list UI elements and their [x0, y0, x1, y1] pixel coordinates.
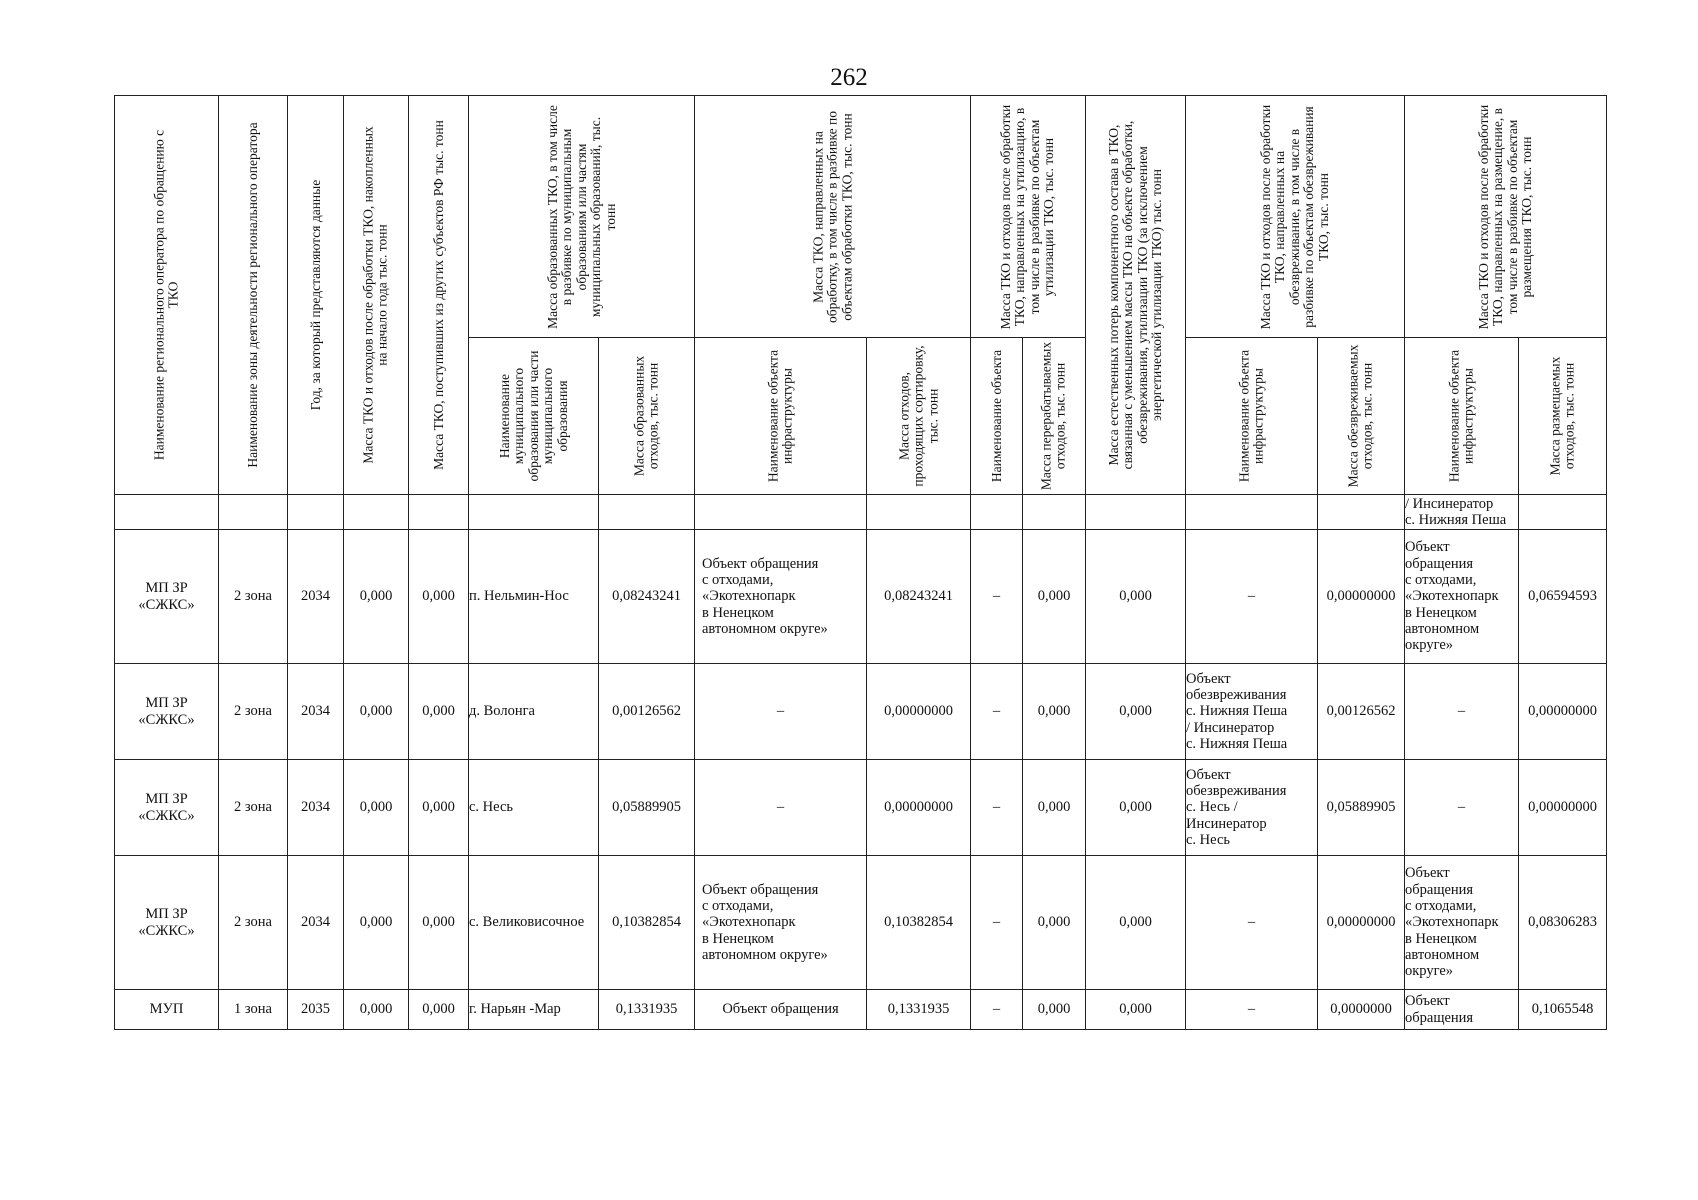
neutralization-object-line: обезвреживания: [1186, 686, 1287, 703]
neutralization-object-line: с. Нижняя Пеша: [1186, 736, 1288, 753]
neutralization-object-line: / Инсинератор: [1186, 719, 1275, 736]
placement-object-line: в Ненецком: [1405, 604, 1477, 621]
header-processing-name: Наименование объекта инфраструктуры: [695, 338, 867, 495]
processing-mass-cell: 0,1331935: [867, 990, 971, 1030]
operator-cell: [115, 990, 219, 1030]
table-row: [115, 760, 1607, 856]
empty-cell: [867, 495, 971, 530]
header-utilization-name: Наименование объекта: [971, 338, 1023, 495]
losses-cell: 0,000: [1086, 664, 1186, 760]
empty-cell: [971, 495, 1023, 530]
placement-object-line: Объект: [1405, 865, 1450, 882]
placement-object-line: округе»: [1405, 963, 1454, 980]
processing-mass-cell: 0,00000000: [867, 760, 971, 856]
table-row: [115, 856, 1607, 990]
header-received: Масса ТКО, поступивших из других субъектов РФ тыс. тонн: [409, 96, 469, 495]
placement-object-line: обращения: [1405, 881, 1474, 898]
empty-cell: [695, 495, 867, 530]
processing-mass-cell: 0,00000000: [867, 664, 971, 760]
placement-object-cell: [1405, 530, 1519, 664]
processing-object-line: в Ненецком: [702, 930, 774, 947]
header-neutralization-group: Масса ТКО и отходов после обработки ТКО, направленных на обезвреживание, в том числе в разбивке по объектам обезвреживания ТКО, тыс. тонн: [1186, 96, 1405, 338]
placement-mass-cell: 0,08306283: [1519, 856, 1607, 990]
neutralization-object-line: обезвреживания: [1186, 782, 1287, 799]
empty-cell: [1023, 495, 1086, 530]
page-number: 262: [830, 64, 868, 91]
operator-cell: [115, 530, 219, 664]
municipality-cell: п. Нельмин-Нос: [469, 530, 599, 664]
processing-object-line: «Экотехнопарк: [702, 588, 796, 605]
operator-line: МУП: [149, 1001, 184, 1018]
placement-object-line: Объект: [1405, 993, 1450, 1010]
processing-object-line: автономном округе»: [702, 947, 828, 964]
operator-cell: [115, 664, 219, 760]
placement-object-line: обращения: [1405, 555, 1474, 572]
neutralization-object-cell: [1186, 856, 1318, 990]
processing-object-cell: [695, 990, 867, 1030]
header-formed-name: Наименование муниципального образования или части муниципального образования: [469, 338, 599, 495]
neutralization-object-cell: [1186, 664, 1318, 760]
empty-cell: [115, 495, 219, 530]
accumulated-cell: 0,000: [344, 664, 409, 760]
header-year: Год, за который представляются данные: [288, 96, 344, 495]
operator-line: «СЖКС»: [138, 922, 195, 939]
processing-object-cell: [695, 760, 867, 856]
placement-object-line: автономном: [1405, 947, 1480, 964]
processing-object-line: автономном округе»: [702, 621, 828, 638]
header-placement-mass: Масса размещаемых отходов, тыс. тонн: [1519, 338, 1607, 495]
processing-object-line: –: [776, 703, 785, 720]
header-processing-mass: Масса отходов, проходящих сортировку, тыс. тонн: [867, 338, 971, 495]
continuation-neutralization-cell: [1405, 495, 1519, 530]
empty-cell: [1318, 495, 1405, 530]
accumulated-cell: 0,000: [344, 990, 409, 1030]
header-neutralization-mass: Масса обезвреживаемых отходов, тыс. тонн: [1318, 338, 1405, 495]
placement-object-cell: [1405, 990, 1519, 1030]
zone-cell: 2 зона: [219, 856, 288, 990]
processing-object-cell: [695, 664, 867, 760]
table-header: [115, 96, 1607, 495]
placement-object-line: «Экотехнопарк: [1405, 588, 1499, 605]
neutralization-object-line: с. Несь /: [1186, 799, 1238, 816]
processing-object-line: –: [776, 799, 785, 816]
processing-mass-cell: 0,10382854: [867, 856, 971, 990]
neutralization-object-line: Объект: [1186, 670, 1231, 687]
placement-mass-cell: 0,1065548: [1519, 990, 1607, 1030]
header-neutralization-name: Наименование объекта инфраструктуры: [1186, 338, 1318, 495]
received-cell: 0,000: [409, 856, 469, 990]
neutralization-mass-cell: 0,00000000: [1318, 856, 1405, 990]
placement-object-line: –: [1457, 703, 1466, 720]
continuation-line: / Инсинератор: [1405, 495, 1494, 512]
placement-object-line: Объект: [1405, 539, 1450, 556]
header-processing-group: Масса ТКО, направленных на обработку, в том числе в разбивке по объектам обработки ТКО, тыс. тонн: [695, 96, 971, 338]
placement-object-line: «Экотехнопарк: [1405, 914, 1499, 931]
utilization-mass-cell: 0,000: [1023, 990, 1086, 1030]
waste-flow-table: [114, 95, 1607, 1030]
operator-line: «СЖКС»: [138, 596, 195, 613]
neutralization-object-cell: [1186, 990, 1318, 1030]
processing-object-cell: [695, 530, 867, 664]
neutralization-object-line: –: [1247, 1001, 1256, 1018]
table-body: [115, 495, 1607, 1030]
placement-object-line: с отходами,: [1405, 897, 1477, 914]
losses-cell: 0,000: [1086, 530, 1186, 664]
header-operator: Наименование регионального оператора по обращению с ТКО: [115, 96, 219, 495]
table-row: [115, 990, 1607, 1030]
processing-object-line: с отходами,: [702, 571, 774, 588]
formed-mass-cell: 0,08243241: [599, 530, 695, 664]
placement-mass-cell: 0,00000000: [1519, 760, 1607, 856]
neutralization-object-line: –: [1247, 914, 1256, 931]
neutralization-object-line: –: [1247, 588, 1256, 605]
operator-cell: [115, 760, 219, 856]
year-cell: 2034: [288, 760, 344, 856]
municipality-cell: г. Нарьян -Мар: [469, 990, 599, 1030]
utilization-object-cell: –: [971, 760, 1023, 856]
empty-cell: [288, 495, 344, 530]
placement-object-cell: [1405, 760, 1519, 856]
empty-cell: [1086, 495, 1186, 530]
operator-line: «СЖКС»: [138, 711, 195, 728]
processing-object-cell: [695, 856, 867, 990]
continuation-row: [115, 495, 1607, 530]
continuation-line: с. Нижняя Пеша: [1405, 512, 1507, 528]
municipality-cell: с. Великовисочное: [469, 856, 599, 990]
placement-object-line: –: [1457, 799, 1466, 816]
formed-mass-cell: 0,1331935: [599, 990, 695, 1030]
operator-line: МП ЗР: [145, 695, 188, 712]
placement-object-line: с отходами,: [1405, 571, 1477, 588]
neutralization-mass-cell: 0,0000000: [1318, 990, 1405, 1030]
processing-object-line: в Ненецком: [702, 604, 774, 621]
header-utilization-group: Масса ТКО и отходов после обработки ТКО, направленных на утилизацию, в том числе в разбивке по объектам утилизации ТКО, тыс. тонн: [971, 96, 1086, 338]
operator-line: МП ЗР: [145, 906, 188, 923]
neutralization-mass-cell: 0,00126562: [1318, 664, 1405, 760]
neutralization-object-cell: [1186, 530, 1318, 664]
year-cell: 2035: [288, 990, 344, 1030]
formed-mass-cell: 0,10382854: [599, 856, 695, 990]
placement-object-cell: [1405, 664, 1519, 760]
formed-mass-cell: 0,05889905: [599, 760, 695, 856]
year-cell: 2034: [288, 856, 344, 990]
municipality-cell: с. Несь: [469, 760, 599, 856]
neutralization-object-cell: [1186, 760, 1318, 856]
neutralization-mass-cell: 0,00000000: [1318, 530, 1405, 664]
year-cell: 2034: [288, 664, 344, 760]
neutralization-mass-cell: 0,05889905: [1318, 760, 1405, 856]
empty-cell: [469, 495, 599, 530]
placement-object-line: обращения: [1405, 1009, 1474, 1026]
neutralization-object-line: с. Нижняя Пеша: [1186, 703, 1288, 720]
zone-cell: 2 зона: [219, 664, 288, 760]
formed-mass-cell: 0,00126562: [599, 664, 695, 760]
neutralization-object-line: с. Несь: [1186, 832, 1231, 849]
neutralization-object-line: Объект: [1186, 766, 1231, 783]
placement-mass-cell: 0,06594593: [1519, 530, 1607, 664]
processing-object-line: Объект обращения: [702, 881, 819, 898]
empty-cell: [1186, 495, 1318, 530]
placement-object-line: автономном: [1405, 621, 1480, 638]
zone-cell: 1 зона: [219, 990, 288, 1030]
empty-cell: [344, 495, 409, 530]
utilization-mass-cell: 0,000: [1023, 664, 1086, 760]
header-placement-group: Масса ТКО и отходов после обработки ТКО, направленных на размещение, в том числе в разбивке по объектам размещения ТКО, тыс. тонн: [1405, 96, 1607, 338]
header-formed-group: Масса образованных ТКО, в том числе в разбивке по муниципальным образованиям или частям муниципальных образований, тыс. тонн: [469, 96, 695, 338]
empty-cell: [1519, 495, 1607, 530]
empty-cell: [599, 495, 695, 530]
received-cell: 0,000: [409, 664, 469, 760]
header-losses: Масса естественных потерь компонентного состава в ТКО, связанная с уменьшением массы ТКО на объекте обработки, обезвреживания, утилизации ТКО (за исключением энергетической утилизации ТКО) тыс. тонн: [1086, 96, 1186, 495]
header-accumulated: Масса ТКО и отходов после обработки ТКО, накопленных на начало года тыс. тонн: [344, 96, 409, 495]
placement-mass-cell: 0,00000000: [1519, 664, 1607, 760]
utilization-object-cell: –: [971, 664, 1023, 760]
zone-cell: 2 зона: [219, 530, 288, 664]
year-cell: 2034: [288, 530, 344, 664]
accumulated-cell: 0,000: [344, 856, 409, 990]
losses-cell: 0,000: [1086, 856, 1186, 990]
placement-object-cell: [1405, 856, 1519, 990]
header-placement-name: Наименование объекта инфраструктуры: [1405, 338, 1519, 495]
utilization-mass-cell: 0,000: [1023, 760, 1086, 856]
operator-line: МП ЗР: [145, 791, 188, 808]
received-cell: 0,000: [409, 760, 469, 856]
neutralization-object-line: Инсинератор: [1186, 815, 1267, 832]
operator-line: «СЖКС»: [138, 807, 195, 824]
municipality-cell: д. Волонга: [469, 664, 599, 760]
header-formed-mass: Масса образованных отходов, тыс. тонн: [599, 338, 695, 495]
processing-mass-cell: 0,08243241: [867, 530, 971, 664]
operator-cell: [115, 856, 219, 990]
operator-line: МП ЗР: [145, 580, 188, 597]
received-cell: 0,000: [409, 530, 469, 664]
utilization-mass-cell: 0,000: [1023, 856, 1086, 990]
losses-cell: 0,000: [1086, 990, 1186, 1030]
accumulated-cell: 0,000: [344, 530, 409, 664]
processing-object-line: с отходами,: [702, 897, 774, 914]
processing-object-line: «Экотехнопарк: [702, 914, 796, 931]
zone-cell: 2 зона: [219, 760, 288, 856]
utilization-object-cell: –: [971, 856, 1023, 990]
utilization-object-cell: –: [971, 990, 1023, 1030]
table-row: [115, 530, 1607, 664]
processing-object-line: Объект обращения: [702, 555, 819, 572]
losses-cell: 0,000: [1086, 760, 1186, 856]
placement-object-line: в Ненецком: [1405, 930, 1477, 947]
header-zone: Наименование зоны деятельности регионального оператора: [219, 96, 288, 495]
placement-object-line: округе»: [1405, 637, 1454, 654]
empty-cell: [409, 495, 469, 530]
processing-object-line: Объект обращения: [722, 1001, 839, 1018]
utilization-mass-cell: 0,000: [1023, 530, 1086, 664]
received-cell: 0,000: [409, 990, 469, 1030]
utilization-object-cell: –: [971, 530, 1023, 664]
accumulated-cell: 0,000: [344, 760, 409, 856]
header-utilization-mass: Масса перерабатываемых отходов, тыс. тонн: [1023, 338, 1086, 495]
table-row: [115, 664, 1607, 760]
empty-cell: [219, 495, 288, 530]
